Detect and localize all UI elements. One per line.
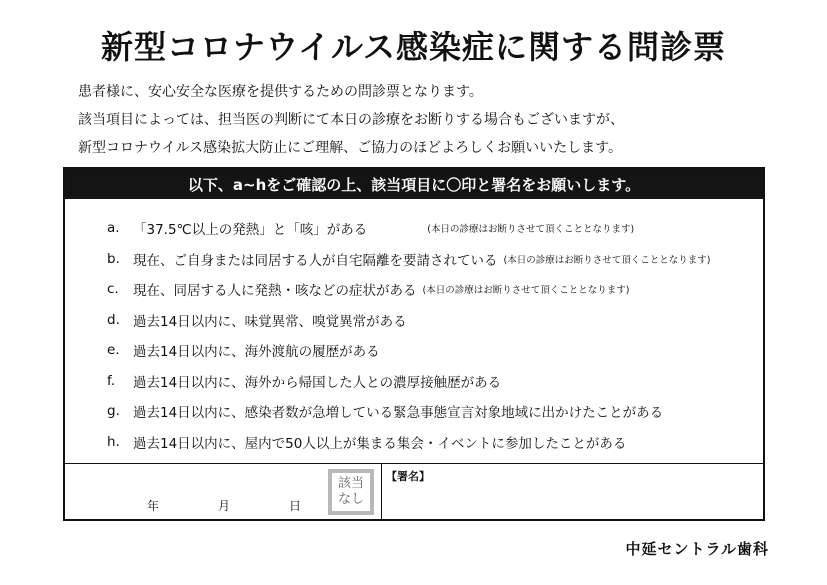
stamp-line: 該当	[337, 476, 364, 491]
question-item-b[interactable]	[107, 244, 763, 275]
item-letter: e.	[107, 342, 120, 359]
item-text: 過去14日以内に、海外から帰国した人との濃厚接触歴がある	[133, 374, 502, 391]
signature-label: 【署名】	[386, 470, 430, 483]
item-text: 現在、ご自身または同居する人が自宅隔離を要請されている	[133, 252, 498, 269]
question-item-c[interactable]	[107, 274, 763, 305]
question-item-f[interactable]	[107, 366, 763, 397]
item-text: 過去14日以内に、味覚異常、嗅覚異常がある	[133, 313, 407, 330]
year-label: 年	[147, 499, 160, 513]
signature-row	[65, 463, 763, 519]
item-text: 過去14日以内に、海外渡航の履歴がある	[133, 344, 380, 361]
day-label: 日	[289, 499, 302, 513]
item-letter: g.	[107, 403, 120, 420]
not-applicable-box[interactable]	[328, 469, 374, 515]
item-letter: f.	[107, 372, 116, 389]
item-letter: h.	[107, 433, 120, 450]
item-text: 過去14日以内に、感染者数が急増している緊急事態宣言対象地域に出かけたことがある	[133, 405, 664, 422]
question-item-d[interactable]	[107, 305, 763, 336]
stamp-line: なし	[337, 492, 364, 507]
intro-text	[78, 78, 624, 162]
question-item-g[interactable]	[107, 396, 763, 427]
item-note: (本日の診療はお断りさせて頂くこととなります)	[503, 254, 711, 266]
question-item-h[interactable]	[107, 427, 763, 458]
instruction-bar: 以下、a~hをご確認の上、該当項目に〇印と署名をお願いします。	[65, 169, 763, 199]
item-note: (本日の診療はお断りさせて頂くこととなります)	[427, 224, 635, 236]
intro-line: 該当項目によっては、担当医の判断にて本日の診療をお断りする場合もございますが、	[78, 112, 624, 128]
question-list	[107, 213, 763, 457]
item-letter: b.	[107, 250, 120, 267]
form-title: 新型コロナウイルス感染症に関する問診票	[100, 28, 727, 66]
month-label: 月	[218, 499, 231, 513]
intro-line: 新型コロナウイルス感染拡大防止にご理解、ご協力のほどよろしくお願いいたします。	[78, 140, 623, 156]
item-letter: c.	[107, 281, 119, 298]
item-text: 過去14日以内に、屋内で50人以上が集まる集会・イベントに参加したことがある	[133, 435, 627, 452]
question-item-e[interactable]	[107, 335, 763, 366]
date-field[interactable]	[65, 464, 323, 519]
questionnaire-box	[63, 167, 765, 521]
item-letter: a.	[107, 220, 120, 237]
question-item-a[interactable]	[107, 213, 763, 244]
item-letter: d.	[107, 311, 120, 328]
item-text: 「37.5℃以上の発熱」と「咳」がある	[133, 222, 368, 239]
clinic-name: 中延セントラル歯科	[625, 540, 769, 558]
item-text: 現在、同居する人に発熱・咳などの症状がある	[133, 283, 417, 300]
signature-field[interactable]	[381, 464, 763, 519]
intro-line: 患者様に、安心安全な医療を提供するための問診票となります。	[78, 84, 483, 100]
item-note: (本日の診療はお断りさせて頂くこととなります)	[422, 285, 630, 297]
